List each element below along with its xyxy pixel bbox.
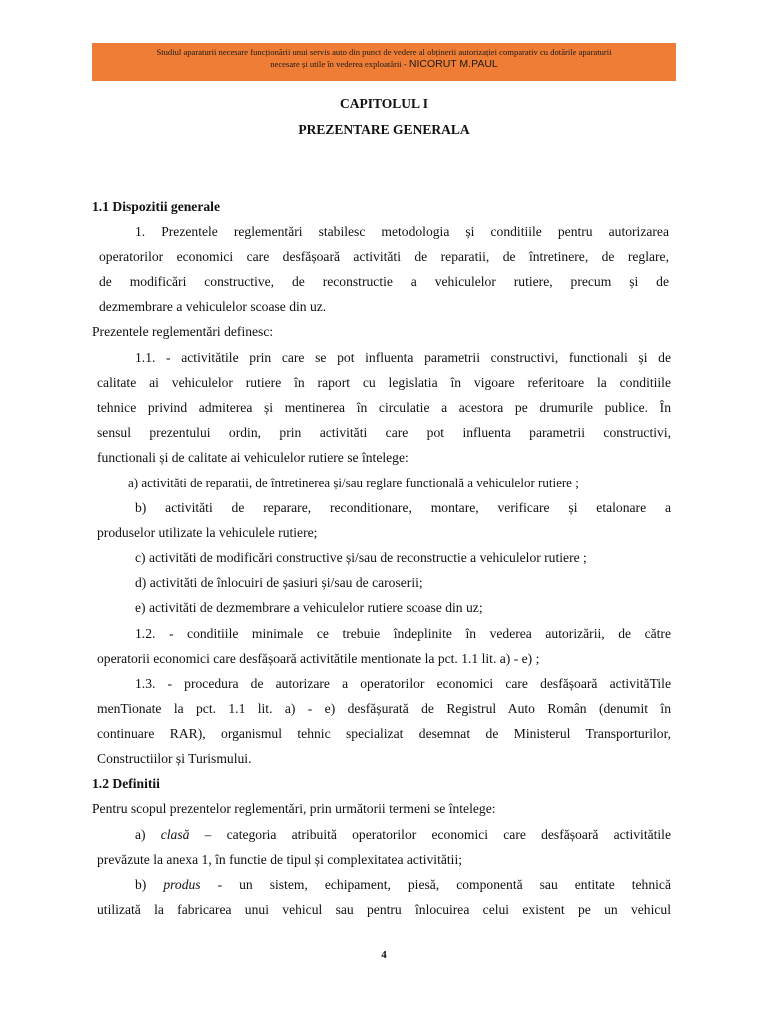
definition-label: a) [135, 827, 161, 842]
header-subtitle [100, 58, 668, 70]
definition-term: clasă [160, 827, 190, 842]
definition-a [135, 827, 671, 843]
list-item-d: d) activităti de înlocuiri de șasiuri și/sau de caroserii; [135, 575, 423, 590]
paragraph-line: Prezentele reglementări definesc: [92, 324, 274, 339]
definition-a-continued: prevăzute la anexa 1, în functie de tipul și complexitatea activitătii; [97, 852, 463, 867]
list-item-b-continued: produselor utilizate la vehiculele rutiere; [97, 525, 318, 540]
list-item-a: a) activităti de reparatii, de întretinerea și/sau reglare functională a vehiculelor rutiere ; [128, 475, 579, 490]
section-heading-1-2: 1.2 Definitii [92, 776, 160, 791]
list-item-c: c) activităti de modificări constructive și/sau de reconstructie a vehiculelor rutiere ; [135, 550, 587, 565]
paragraph-line: tehnice privind admiterea și mentinerea în circulatie a acestora pe drumurile publice. În [97, 400, 671, 415]
document-header [92, 43, 676, 81]
paragraph-line: functionali și de calitate ai vehiculelor rutiere se întelege: [97, 450, 409, 465]
definition-text: – categoria atribuită operatorilor economici care desfășoară activitătile [189, 827, 671, 842]
paragraph-line: dezmembrare a vehiculelor scoase din uz. [99, 299, 327, 314]
paragraph-line: 1.3. - procedura de autorizare a operatorilor economici care desfășoară activităTile [135, 676, 671, 691]
paragraph-line: 1. Prezentele reglementări stabilesc metodologia și conditiile pentru autorizarea [135, 224, 669, 239]
header-title: Studiul aparaturii necesare funcționării unui servis auto din punct de vedere al obținerii autorizației comparativ cu dotările aparaturii [156, 47, 612, 57]
paragraph-line: sensul prezentului ordin, prin activităti care pot influenta parametrii constructivi, [97, 425, 671, 440]
paragraph-line: menTionate la pct. 1.1 lit. a) - e) desfășurată de Registrul Auto Român (denumit în [97, 701, 671, 716]
definition-b-continued: utilizată la fabricarea unui vehicul sau pentru înlocuirea celui existent pe un vehicul [97, 902, 671, 917]
paragraph-line: 1.2. - conditiile minimale ce trebuie îndeplinite în vederea autorizării, de către [135, 626, 671, 641]
list-item-e: e) activităti de dezmembrare a vehiculelor rutiere scoase din uz; [135, 600, 483, 615]
definition-text: - un sistem, echipament, piesă, componentă sau entitate tehnică [200, 877, 671, 892]
paragraph-line: Pentru scopul prezentelor reglementări, prin următorii termeni se întelege: [92, 801, 496, 816]
header-author: NICORUT M.PAUL [408, 58, 498, 70]
section-heading-1-1: 1.1 Dispozitii generale [92, 199, 220, 214]
paragraph-line: operatorilor economici care desfășoară activităti de reparatii, de întretinere, de reglare, [99, 249, 669, 264]
paragraph-line: continuare RAR), organismul tehnic specializat desemnat de Ministerul Transporturilor, [97, 726, 671, 741]
paragraph-line: calitate ai vehiculelor rutiere în raport cu legislatia în vigoare referitoare la conditiile [97, 375, 671, 390]
paragraph-line: 1.1. - activitătile prin care se pot influenta parametrii constructivi, functionali și de [135, 350, 671, 365]
definition-label: b) [135, 877, 164, 892]
chapter-title: PREZENTARE GENERALA [298, 122, 470, 137]
list-item-b: b) activităti de reparare, reconditionare, montare, verificare și etalonare a [135, 500, 671, 515]
paragraph-line: operatorii economici care desfășoară activitătile mentionate la pct. 1.1 lit. a) - e) ; [97, 651, 540, 666]
chapter-number: CAPITOLUL I [340, 96, 428, 111]
paragraph-line: Constructiilor și Turismului. [97, 751, 252, 766]
page-number: 4 [381, 949, 387, 961]
definition-b [135, 877, 671, 893]
definition-term: produs [163, 877, 201, 892]
header-title-continued: necesare și utile în vederea exploatării - [270, 59, 409, 69]
paragraph-line: de modificări constructive, de reconstructie a vehiculelor rutiere, precum și de [99, 274, 669, 289]
